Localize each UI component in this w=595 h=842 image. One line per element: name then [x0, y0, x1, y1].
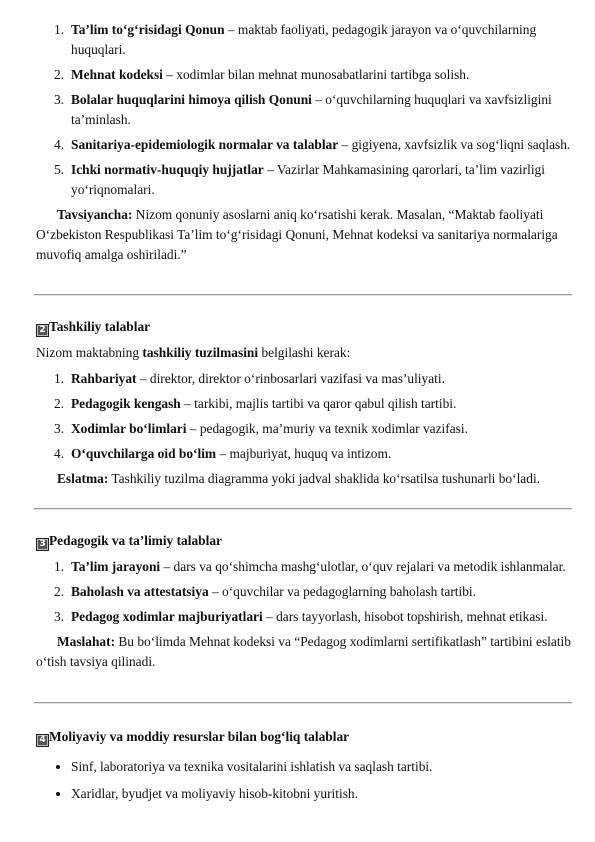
list-item: 5. Ichki normativ-huquqiy hujjatlar – Vazirlar Mahkamasining qarorlari, ta’lim vazirligi yo‘riqnomalari. — [54, 162, 545, 197]
item-title: Sanitariya-epidemiologik normalar va talablar — [71, 137, 339, 152]
number-4-badge-icon: 4 — [36, 734, 49, 747]
section-heading — [0, 727, 595, 747]
number-3-badge-icon: 3 — [36, 538, 49, 551]
section-3 — [0, 531, 595, 672]
section-intro: Nizom maktabning tashkiliy tuzilmasini belgilashi kerak: — [36, 345, 351, 360]
item-text: – maktab faoliyati, pedagogik jarayon va o‘quvchilarning huquqlari. — [71, 22, 537, 57]
section-title: Tashkiliy talablar — [49, 319, 151, 334]
item-title: Ta’lim to‘g‘risidagi Qonun — [71, 22, 225, 37]
item-title: Bolalar huquqlarini himoya qilish Qonuni — [71, 92, 312, 107]
note-text: Bu bo‘limda Mehnat kodeksi va “Pedagog xodimlarni sertifikatlash” tartibini eslatib o‘tish tavsiya qilinadi. — [36, 634, 571, 669]
list-item: 3. Xodimlar bo‘limlari – pedagogik, ma’muriy va texnik xodimlar vazifasi. — [54, 421, 468, 436]
recommendation-note — [0, 205, 595, 265]
section-divider — [34, 508, 572, 510]
pedagogical-list — [0, 557, 595, 627]
list-item: 2. Baholash va attestatsiya – o‘quvchilar va pedagoglarning baholash tartibi. — [54, 584, 477, 599]
item-title: Ichki normativ-huquqiy hujjatlar — [71, 162, 264, 177]
resources-list — [0, 757, 595, 804]
note-text: Tashkiliy tuzilma diagramma yoki jadval shaklida ko‘rsatilsa tushunarli bo‘ladi. — [108, 471, 541, 486]
item-text: – o‘quvchilarning huquqlari va xavfsizligini ta’minlash. — [71, 92, 552, 127]
section-2 — [0, 317, 595, 489]
legal-basis-list-block — [0, 20, 595, 265]
item-title: Mehnat kodeksi — [71, 67, 163, 82]
list-item: 2. Mehnat kodeksi – xodimlar bilan mehnat munosabatlarini tartibga solish. — [54, 67, 470, 82]
item-text: – gigiyena, xavfsizlik va sog‘liqni saqlash. — [338, 137, 571, 152]
organizational-list — [0, 369, 595, 464]
section-title: Pedagogik va ta’limiy talablar — [49, 533, 222, 548]
note-label: Maslahat: — [57, 634, 116, 649]
list-item: 1. Ta’lim jarayoni – dars va qo‘shimcha mashg‘ulotlar, o‘quv rejalari va metodik ishlanmalar. — [54, 559, 566, 574]
list-item: 2. Pedagogik kengash – tarkibi, majlis tartibi va qaror qabul qilish tartibi. — [54, 396, 457, 411]
section-heading — [0, 531, 595, 551]
item-text: – Vazirlar Mahkamasining qarorlari, ta’lim vazirligi yo‘riqnomalari. — [71, 162, 545, 197]
list-item: Sinf, laboratoriya va texnika vositalarini ishlatish va saqlash tartibi. — [0, 757, 595, 777]
item-text: – xodimlar bilan mehnat munosabatlarini tartibga solish. — [162, 67, 470, 82]
section-divider — [34, 294, 572, 296]
list-item: 4. Sanitariya-epidemiologik normalar va talablar – gigiyena, xavfsizlik va sog‘liqni saqlash. — [54, 137, 571, 152]
list-item: 1. Rahbariyat – direktor, direktor o‘rinbosarlari vazifasi va mas’uliyati. — [54, 371, 445, 386]
note-label: Tavsiyancha: — [57, 207, 133, 222]
number-2-badge-icon: 2 — [36, 324, 49, 337]
list-item: 3. Bolalar huquqlarini himoya qilish Qonuni – o‘quvchilarning huquqlari va xavfsizligini ta’minlash. — [54, 92, 552, 127]
bullet-icon — [56, 792, 60, 796]
note-label: Eslatma: — [57, 471, 109, 486]
legal-basis-list — [0, 20, 595, 200]
section-title: Moliyaviy va moddiy resurslar bilan bog‘liq talablar — [49, 729, 350, 744]
section-divider — [34, 702, 572, 704]
list-item: 1. Ta’lim to‘g‘risidagi Qonun – maktab faoliyati, pedagogik jarayon va o‘quvchilarning huquqlari. — [54, 22, 537, 57]
list-item: 4. O‘quvchilarga oid bo‘lim – majburiyat, huquq va intizom. — [54, 446, 392, 461]
list-item: Xaridlar, byudjet va moliyaviy hisob-kitobni yuritish. — [0, 784, 595, 804]
list-item: 3. Pedagog xodimlar majburiyatlari – dars tayyorlash, hisobot topshirish, mehnat etikasi. — [54, 609, 548, 624]
section-heading — [0, 317, 595, 337]
advice-note — [0, 632, 595, 672]
bullet-icon — [56, 765, 60, 769]
reminder-note — [0, 469, 595, 489]
note-text: Nizom qonuniy asoslarni aniq ko‘rsatishi kerak. Masalan, “Maktab faoliyati O‘zbekiston Respublikasi Ta’lim to‘g‘risidagi Qonuni, Mehnat kodeksi va sanitariya normalariga muvofiq amalga oshiriladi.” — [36, 207, 558, 262]
section-4 — [0, 727, 595, 804]
